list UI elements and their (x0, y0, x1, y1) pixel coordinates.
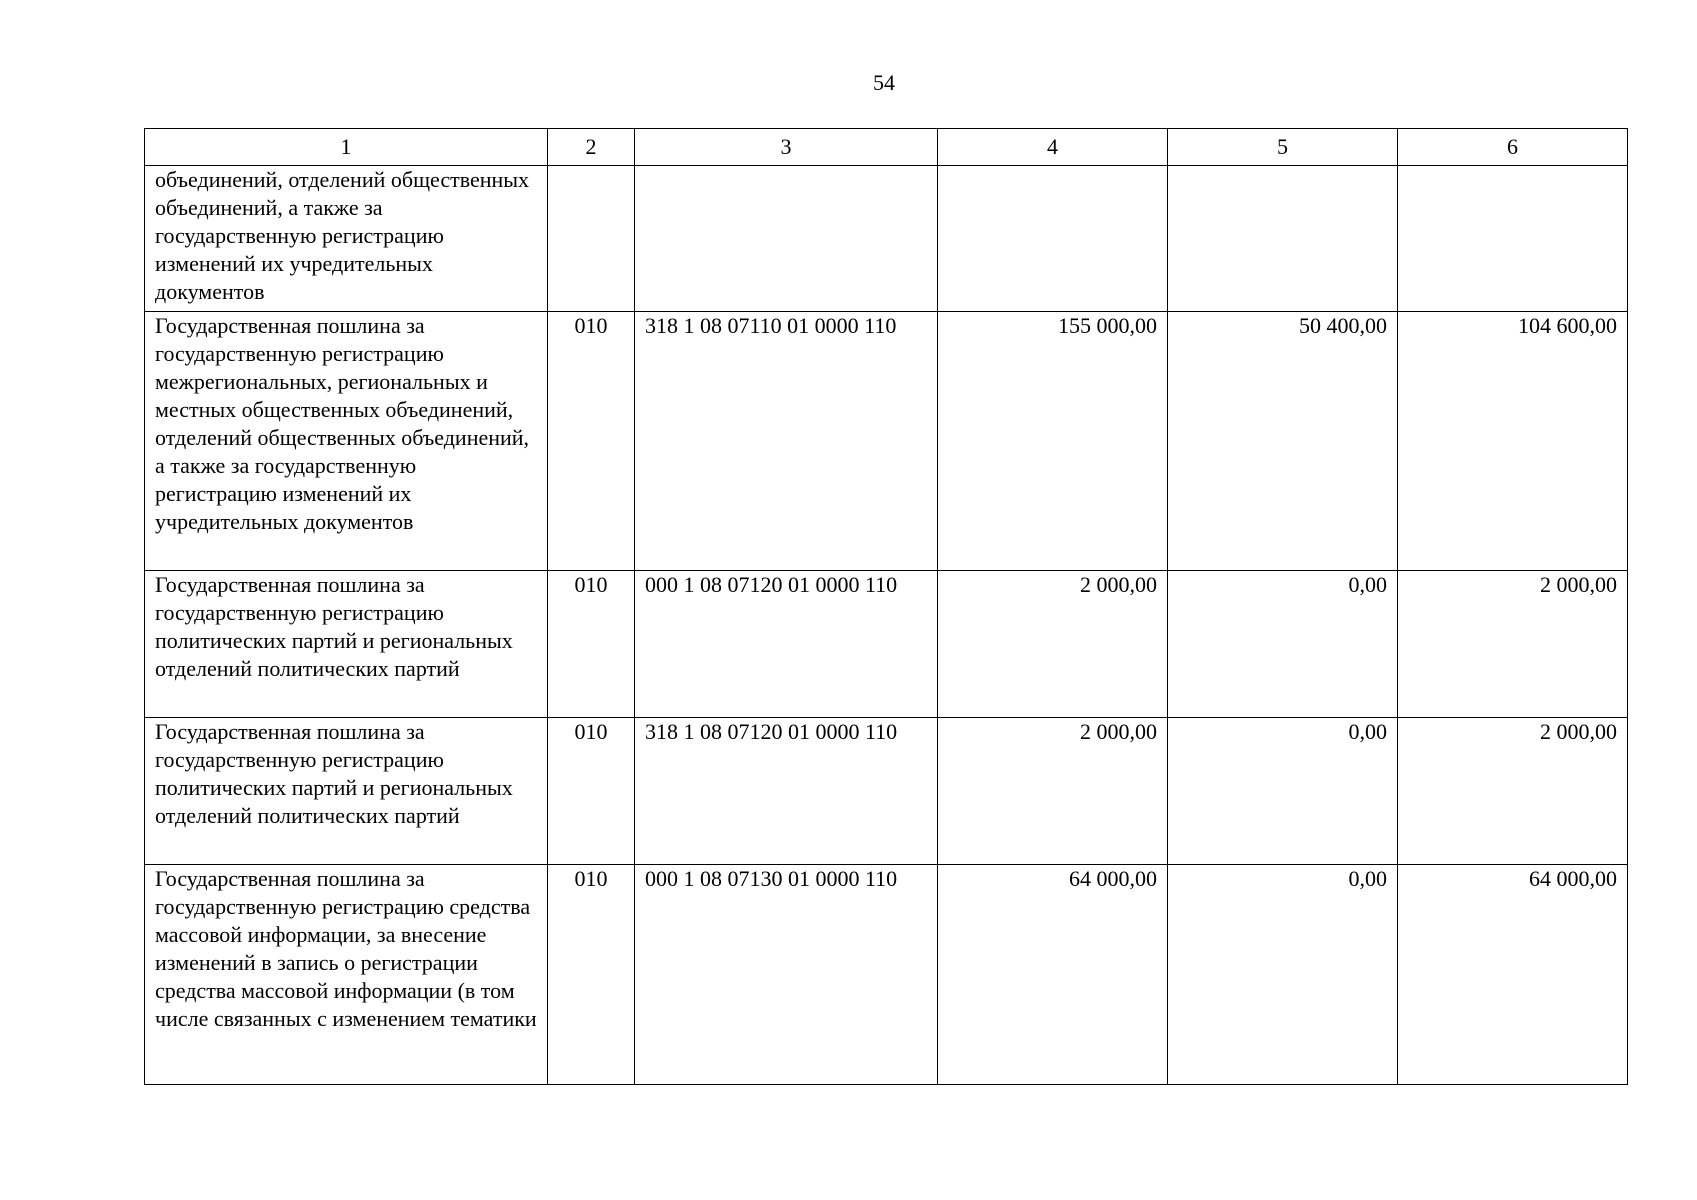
row-code-cell (635, 166, 938, 312)
row-approved-cell: 64 000,00 (938, 865, 1168, 1085)
page-number: 54 (873, 70, 895, 95)
row-code-cell: 318 1 08 07120 01 0000 110 (635, 718, 938, 865)
row-executed-cell: 0,00 (1168, 865, 1398, 1085)
row-executed-cell: 50 400,00 (1168, 312, 1398, 571)
table-row (145, 166, 1628, 312)
row-name-cell: Государственная пошлина за государственную регистрацию политических партий и региональных отделений политических партий (145, 571, 548, 718)
row-unexecuted-cell (1398, 166, 1628, 312)
row-name-cell: Государственная пошлина за государственную регистрацию средства массовой информации, за внесение изменений в запись о регистрации средства массовой информации (в том числе связанных с изменением тематики (145, 865, 548, 1085)
table-row (145, 865, 1628, 1085)
row-unexecuted-cell: 64 000,00 (1398, 865, 1628, 1085)
header-cell-6: 6 (1398, 129, 1628, 166)
row-line-cell: 010 (548, 865, 635, 1085)
row-approved-cell: 155 000,00 (938, 312, 1168, 571)
header-cell-2: 2 (548, 129, 635, 166)
header-cell-5: 5 (1168, 129, 1398, 166)
row-executed-cell (1168, 166, 1398, 312)
table-header-row (145, 129, 1628, 166)
budget-table (144, 128, 1628, 1085)
row-name-cell: Государственная пошлина за государственную регистрацию политических партий и региональных отделений политических партий (145, 718, 548, 865)
row-line-cell (548, 166, 635, 312)
table-row (145, 718, 1628, 865)
row-line-cell: 010 (548, 312, 635, 571)
row-name-cell: Государственная пошлина за государственную регистрацию межрегиональных, региональных и местных общественных объединений, отделений общественных объединений, а также за государственную регистрацию изменений их учредительных документов (145, 312, 548, 571)
row-approved-cell (938, 166, 1168, 312)
row-code-cell: 318 1 08 07110 01 0000 110 (635, 312, 938, 571)
table-row (145, 571, 1628, 718)
row-name-cell: объединений, отделений общественных объединений, а также за государственную регистрацию изменений их учредительных документов (145, 166, 548, 312)
row-approved-cell: 2 000,00 (938, 718, 1168, 865)
row-unexecuted-cell: 2 000,00 (1398, 718, 1628, 865)
table-row (145, 312, 1628, 571)
row-executed-cell: 0,00 (1168, 571, 1398, 718)
row-unexecuted-cell: 104 600,00 (1398, 312, 1628, 571)
row-line-cell: 010 (548, 571, 635, 718)
header-cell-4: 4 (938, 129, 1168, 166)
row-line-cell: 010 (548, 718, 635, 865)
row-unexecuted-cell: 2 000,00 (1398, 571, 1628, 718)
header-cell-1: 1 (145, 129, 548, 166)
row-approved-cell: 2 000,00 (938, 571, 1168, 718)
row-code-cell: 000 1 08 07120 01 0000 110 (635, 571, 938, 718)
row-code-cell: 000 1 08 07130 01 0000 110 (635, 865, 938, 1085)
row-executed-cell: 0,00 (1168, 718, 1398, 865)
header-cell-3: 3 (635, 129, 938, 166)
